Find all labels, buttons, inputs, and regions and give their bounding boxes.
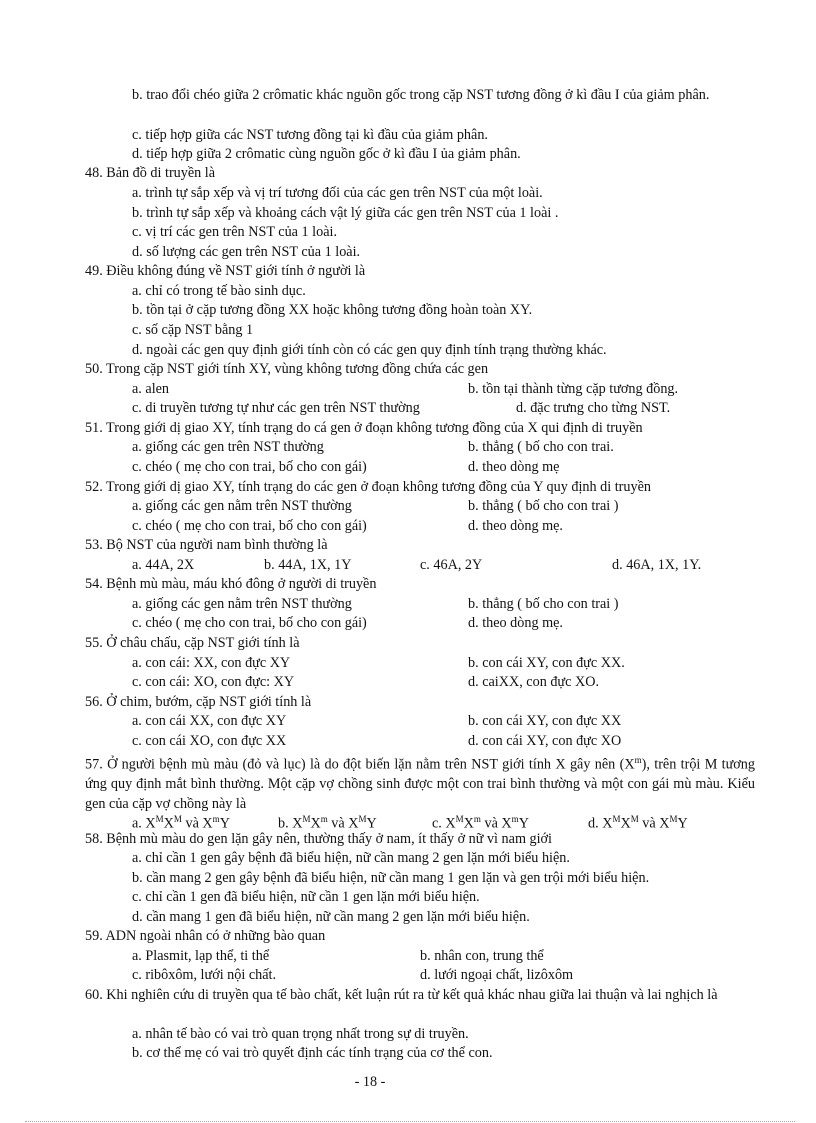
q56-option-d: d. con cái XY, con đực XO bbox=[468, 733, 622, 749]
q52-option-c: c. chéo ( mẹ cho con trai, bố cho con gái) bbox=[132, 518, 367, 534]
q49-option-c: c. số cặp NST bằng 1 bbox=[132, 322, 254, 338]
allele-superscript: M bbox=[155, 814, 164, 824]
genotype-text: X bbox=[163, 815, 174, 832]
allele-superscript: M bbox=[630, 814, 639, 824]
q53-option-a: a. 44A, 2X bbox=[132, 557, 195, 573]
q52-question: 52. Trong giới dị giao XY, tính trạng do các gen ở đoạn không tương đồng của Y quy định di truyền bbox=[85, 479, 651, 495]
genotype-text: X bbox=[310, 815, 321, 832]
genotype-text: X bbox=[463, 815, 474, 832]
page-number: - 18 - bbox=[354, 1074, 386, 1090]
option-label: c. bbox=[432, 815, 446, 832]
q52-option-a: a. giống các gen nằm trên NST thường bbox=[132, 498, 352, 514]
q48-option-b: b. trình tự sắp xếp và khoảng cách vật lý giữa các gen trên NST của 1 loài . bbox=[132, 205, 559, 221]
q50-option-c: c. di truyền tương tự như các gen trên NST thường bbox=[132, 400, 420, 416]
q57-text-part2: ), trên trội M tương ứng quy định mắt bình thường. Một cặp vợ chồng sinh được một con trai bình thường và một con gái mù màu. Kiểu gen của cặp vợ chồng này là bbox=[85, 756, 755, 812]
q48-option-c: c. vị trí các gen trên NST của 1 loài. bbox=[132, 224, 337, 240]
allele-superscript: M bbox=[455, 814, 464, 824]
q58-option-a: a. chỉ cần 1 gen gây bệnh đã biểu hiện, nữ cần mang 2 gen lặn mới biểu hiện. bbox=[132, 850, 570, 866]
q53-option-b: b. 44A, 1X, 1Y bbox=[264, 557, 352, 573]
q54-option-a: a. giống các gen nằm trên NST thường bbox=[132, 596, 352, 612]
q47-option-b: b. trao đổi chéo giữa 2 crômatic khác nguồn gốc trong cặp NST tương đồng ở kì đầu I của giảm phân. bbox=[132, 87, 710, 103]
q48-question: 48. Bản đồ di truyền là bbox=[85, 165, 216, 181]
q51-option-d: d. theo dòng mẹ bbox=[468, 459, 560, 475]
genotype-text: và X bbox=[480, 815, 512, 832]
q54-question: 54. Bệnh mù màu, máu khó đông ở người di truyền bbox=[85, 576, 377, 592]
q51-option-c: c. chéo ( mẹ cho con trai, bố cho con gái) bbox=[132, 459, 367, 475]
q49-question: 49. Điều không đúng về NST giới tính ở người là bbox=[85, 263, 366, 279]
q51-option-a: a. giống các gen trên NST thường bbox=[132, 439, 324, 455]
q59-option-a: a. Plasmit, lạp thể, ti thể bbox=[132, 948, 270, 964]
q49-option-b: b. tồn tại ở cặp tương đồng XX hoặc không tương đồng hoàn toàn XY. bbox=[132, 302, 533, 318]
q54-option-b: b. thẳng ( bố cho con trai ) bbox=[468, 596, 619, 612]
genotype-text: Y bbox=[518, 815, 529, 832]
q59-question: 59. ADN ngoài nhân có ở những bào quan bbox=[85, 928, 326, 944]
q58-option-d: d. cần mang 1 gen đã biểu hiện, nữ cần mang 2 gen lặn mới biểu hiện. bbox=[132, 909, 530, 925]
q53-question: 53. Bộ NST của người nam bình thường là bbox=[85, 537, 328, 553]
genotype-text: Y bbox=[366, 815, 377, 832]
q56-option-a: a. con cái XX, con đực XY bbox=[132, 713, 287, 729]
genotype-text: và X bbox=[638, 815, 670, 832]
q51-option-b: b. thẳng ( bố cho con trai. bbox=[468, 439, 614, 455]
q60-option-b: b. cơ thể mẹ có vai trò quyết định các tính trạng của cơ thể con. bbox=[132, 1045, 493, 1061]
q53-option-d: d. 46A, 1X, 1Y. bbox=[612, 557, 702, 573]
q50-option-a: a. alen bbox=[132, 381, 170, 397]
page-bottom-border bbox=[25, 1121, 795, 1122]
q57-question bbox=[85, 751, 755, 814]
q52-option-b: b. thẳng ( bố cho con trai ) bbox=[468, 498, 619, 514]
allele-superscript: m bbox=[511, 814, 519, 824]
genotype-text: X bbox=[620, 815, 631, 832]
q54-option-d: d. theo dòng mẹ. bbox=[468, 615, 563, 631]
q49-option-d: d. ngoài các gen quy định giới tính còn có các gen quy định tính trạng thường khác. bbox=[132, 342, 607, 358]
allele-superscript: M bbox=[358, 814, 367, 824]
genotype-text: và X bbox=[327, 815, 359, 832]
allele-superscript: m bbox=[212, 814, 220, 824]
allele-superscript: m bbox=[473, 814, 481, 824]
q56-option-c: c. con cái XO, con đực XX bbox=[132, 733, 287, 749]
allele-superscript: M bbox=[302, 814, 311, 824]
q58-option-c: c. chỉ cần 1 gen đã biểu hiện, nữ cần 1 gen lặn mới biểu hiện. bbox=[132, 889, 480, 905]
genotype-text: X bbox=[292, 815, 303, 832]
allele-superscript: M bbox=[669, 814, 678, 824]
option-label: b. bbox=[278, 815, 293, 832]
q48-option-d: d. số lượng các gen trên NST của 1 loài. bbox=[132, 244, 361, 260]
q58-option-b: b. cần mang 2 gen gây bệnh đã biểu hiện, nữ cần mang 1 gen lặn và gen trội mới biểu hiện. bbox=[132, 870, 650, 886]
genotype-text: X bbox=[445, 815, 456, 832]
q57-option-d bbox=[588, 810, 688, 833]
q59-option-d: d. lưới ngoại chất, lizôxôm bbox=[420, 967, 574, 983]
genotype-text: và X bbox=[181, 815, 213, 832]
option-label: a. bbox=[132, 815, 146, 832]
genotype-text: X bbox=[145, 815, 156, 832]
allele-superscript: m bbox=[320, 814, 328, 824]
genotype-text: Y bbox=[219, 815, 230, 832]
q59-option-b: b. nhân con, trung thể bbox=[420, 948, 544, 964]
q55-option-a: a. con cái: XX, con đực XY bbox=[132, 655, 291, 671]
q50-option-b: b. tồn tại thành từng cặp tương đồng. bbox=[468, 381, 679, 397]
q60-question: 60. Khi nghiên cứu di truyền qua tế bào chất, kết luận rút ra từ kết quả khác nhau giữa lai thuận và lai nghịch là bbox=[85, 987, 718, 1003]
q55-option-c: c. con cái: XO, con đực: XY bbox=[132, 674, 295, 690]
q49-option-a: a. chỉ có trong tế bào sinh dục. bbox=[132, 283, 306, 299]
q58-question: 58. Bệnh mù màu do gen lặn gây nên, thường thấy ở nam, ít thấy ở nữ vì nam giới bbox=[85, 831, 553, 847]
q53-option-c: c. 46A, 2Y bbox=[420, 557, 483, 573]
q59-option-c: c. ribôxôm, lưới nội chất. bbox=[132, 967, 277, 983]
q60-option-a: a. nhân tế bào có vai trò quan trọng nhất trong sự di truyền. bbox=[132, 1026, 469, 1042]
q55-question: 55. Ở châu chấu, cặp NST giới tính là bbox=[85, 635, 300, 651]
q56-question: 56. Ở chim, bướm, cặp NST giới tính là bbox=[85, 694, 312, 710]
q57-superscript: m bbox=[634, 755, 642, 765]
allele-superscript: M bbox=[173, 814, 182, 824]
allele-superscript: M bbox=[612, 814, 621, 824]
q47-option-d: d. tiếp hợp giữa 2 crômatic cùng nguồn gốc ở kì đầu I ủa giảm phân. bbox=[132, 146, 521, 162]
q57-text-part1: 57. Ở người bệnh mù màu (đỏ và lục) là do đột biến lặn nằm trên NST giới tính X gây nên (X bbox=[85, 756, 635, 773]
genotype-text: X bbox=[602, 815, 613, 832]
q55-option-b: b. con cái XY, con đực XX. bbox=[468, 655, 625, 671]
q51-question: 51. Trong giới dị giao XY, tính trạng do cá gen ở đoạn không tương đồng của X qui định di truyền bbox=[85, 420, 643, 436]
q50-option-d: d. đặc trưng cho từng NST. bbox=[516, 400, 671, 416]
q48-option-a: a. trình tự sắp xếp và vị trí tương đối của các gen trên NST của một loài. bbox=[132, 185, 543, 201]
q56-option-b: b. con cái XY, con đực XX bbox=[468, 713, 622, 729]
q52-option-d: d. theo dòng mẹ. bbox=[468, 518, 563, 534]
option-label: d. bbox=[588, 815, 603, 832]
genotype-text: Y bbox=[677, 815, 688, 832]
q55-option-d: d. caiXX, con đực XO. bbox=[468, 674, 600, 690]
q50-question: 50. Trong cặp NST giới tính XY, vùng không tương đồng chứa các gen bbox=[85, 361, 489, 377]
q47-option-c: c. tiếp hợp giữa các NST tương đồng tại kì đầu của giảm phân. bbox=[132, 127, 488, 143]
q54-option-c: c. chéo ( mẹ cho con trai, bố cho con gái) bbox=[132, 615, 367, 631]
